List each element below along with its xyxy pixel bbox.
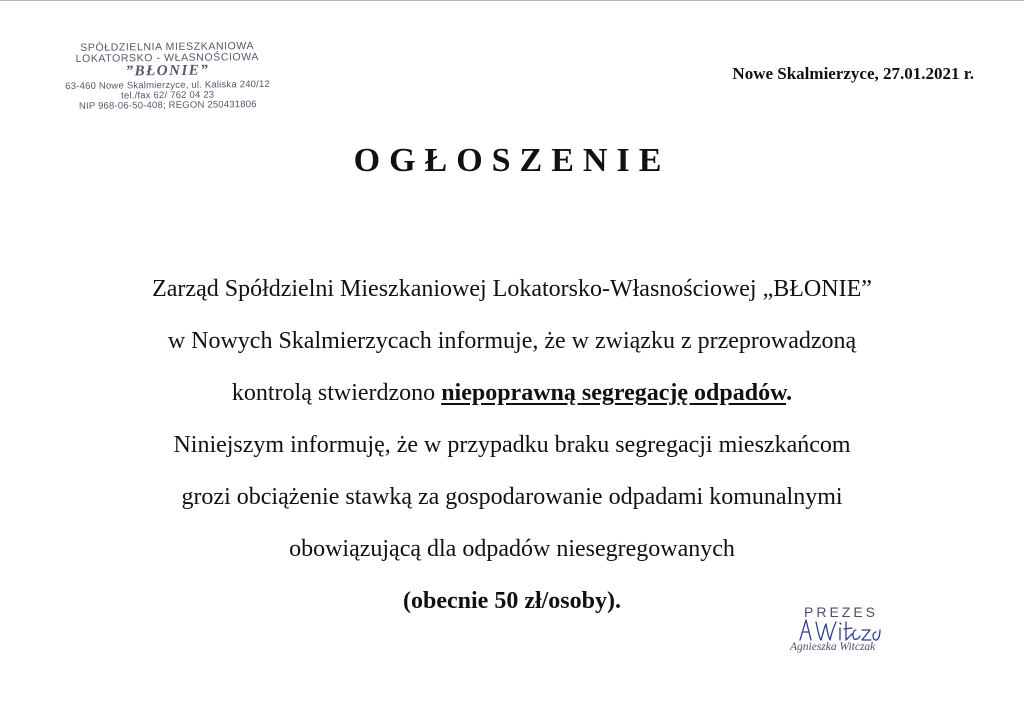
page-top-edge bbox=[0, 0, 1024, 1]
body-line-4: Niniejszym informuję, że w przypadku braku segregacji mieszkańcom bbox=[173, 432, 851, 458]
body-line-3 bbox=[40, 367, 984, 419]
cooperative-stamp bbox=[50, 41, 286, 112]
signature-role: PREZES bbox=[804, 604, 879, 620]
body-line-6: obowiązującą dla odpadów niesegregowanych bbox=[289, 536, 735, 562]
body-line-5: grozi obciążenie stawką za gospodarowanie odpadami komunalnymi bbox=[181, 484, 843, 510]
body-line-3-suffix: . bbox=[786, 380, 793, 406]
body-line-2: w Nowych Skalmierzycach informuje, że w związku z przeprowadzoną bbox=[167, 328, 857, 354]
stamp-line-2: LOKATORSKO - WŁASNOŚCIOWA bbox=[75, 51, 260, 65]
body-line-7: (obecnie 50 zł/osoby). bbox=[403, 588, 621, 614]
stamp-phone: tel./fax 62/ 762 04 23 bbox=[121, 89, 215, 102]
stamp-ids: NIP 968-06-50-408; REGON 250431806 bbox=[78, 98, 257, 112]
body-line-1: Zarząd Spółdzielni Mieszkaniowej Lokatorsko-Własnościowej „BŁONIE” bbox=[152, 276, 872, 302]
stamp-brand: ”BŁONIE” bbox=[125, 62, 210, 80]
body-emphasis: niepoprawną segregację odpadów bbox=[441, 380, 787, 406]
signature-block bbox=[780, 604, 910, 664]
stamp-address: 63-460 Nowe Skalmierzyce, ul. Kaliska 240/12 bbox=[65, 78, 271, 92]
document-date: Nowe Skalmierzyce, 27.01.2021 r. bbox=[732, 64, 974, 83]
body-line-3-prefix: kontrolą stwierdzono bbox=[231, 380, 442, 406]
stamp-line-1: SPÓŁDZIELNIA MIESZKANIOWA bbox=[80, 40, 255, 54]
document-title: OGŁOSZENIE bbox=[353, 142, 671, 179]
signature-name: Agnieszka Witczak bbox=[790, 641, 876, 653]
announcement-body bbox=[40, 263, 984, 627]
